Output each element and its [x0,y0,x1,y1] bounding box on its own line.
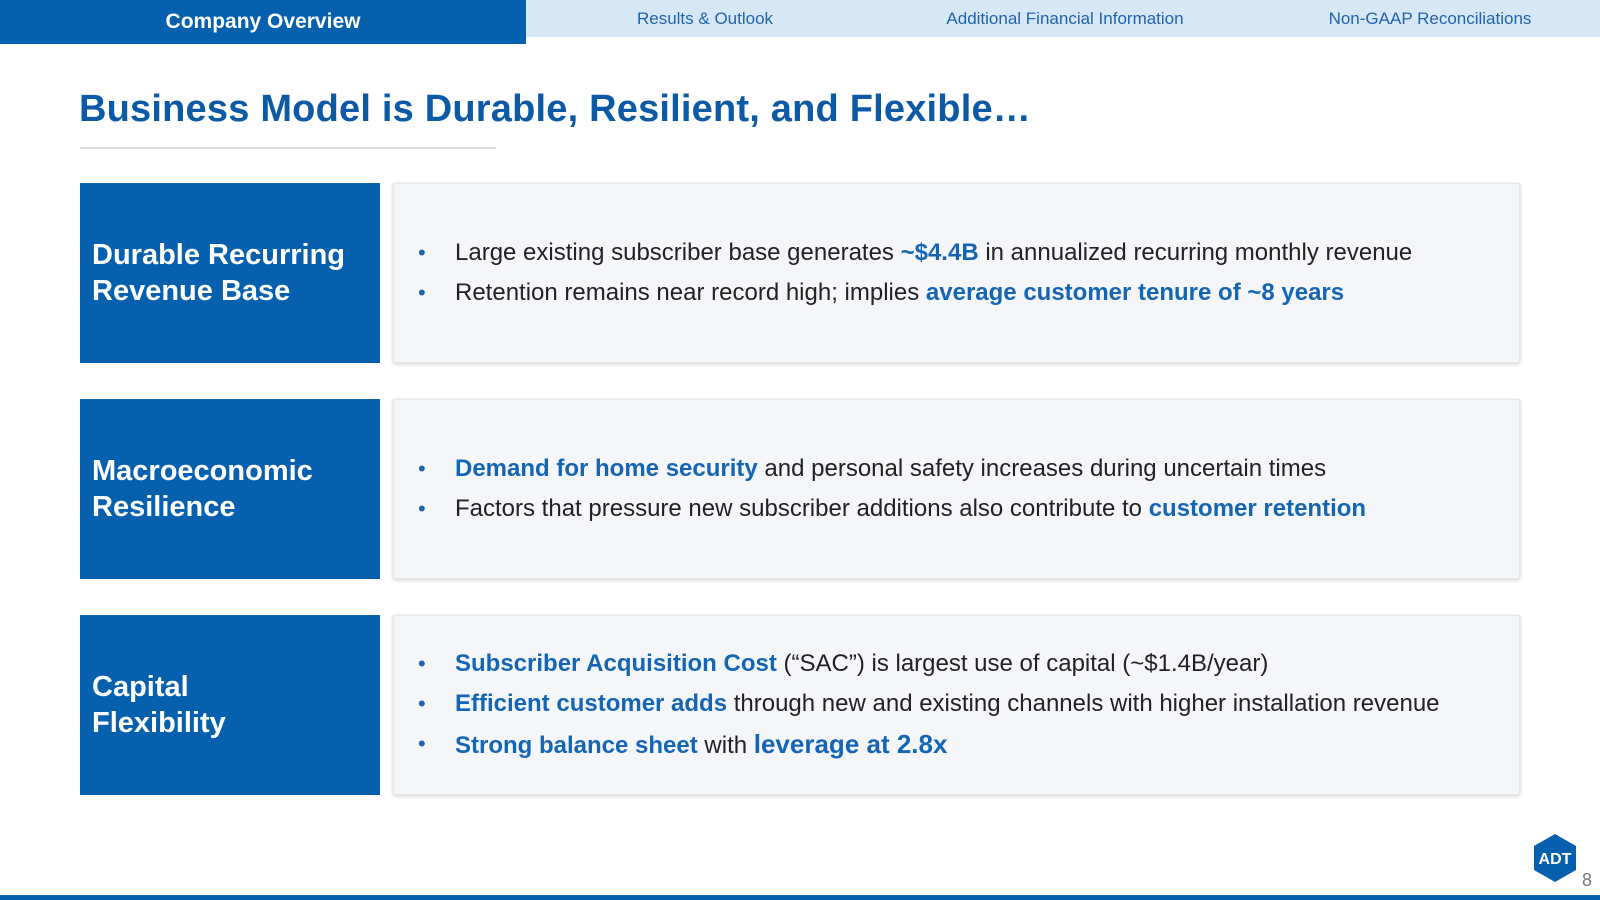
footer-bar [0,895,1600,900]
title-divider [80,147,496,149]
row-label-line: Resilience [92,491,236,523]
highlight-text: customer retention [1148,495,1367,522]
bullet-item [418,233,1519,273]
highlight-text: Demand for home security [455,455,758,482]
bullet-item [418,489,1519,529]
row-content-capital-flexibility [393,615,1520,795]
bullet-item [418,449,1519,489]
bullet-text: Efficient customer adds through new and existing channels with higher installation revenue [455,690,1440,717]
row-content-macroeconomic-resilience [393,399,1520,579]
row-label-line: Revenue Base [92,275,291,307]
bullet-icon: • [418,496,426,521]
bullet-icon: • [418,731,426,756]
row-label-durable-recurring-revenue [80,183,380,363]
bullet-icon: • [418,280,426,305]
tab-company-overview[interactable]: Company Overview [0,0,526,44]
highlight-text: Efficient customer adds [455,690,728,717]
row-label-line: Capital [92,671,189,703]
highlight-text: average customer tenure of ~8 years [925,279,1345,306]
highlight-text: Strong balance sheet [455,732,698,759]
row-label-macroeconomic-resilience [80,399,380,579]
row-label-line: Durable Recurring [92,239,345,271]
bullet-icon: • [418,691,426,716]
bullet-text: Factors that pressure new subscriber additions also contribute to customer retention [455,495,1367,522]
bullet-item [418,644,1519,684]
page-number: 8 [1582,870,1593,890]
bullet-icon: • [418,651,426,676]
tab-additional-financial-information[interactable]: Additional Financial Information [946,9,1184,28]
bullet-item [418,724,1519,766]
highlight-text: leverage at 2.8x [753,729,948,759]
adt-logo [1530,833,1580,883]
bullet-item [418,684,1519,724]
top-navigation [0,0,1600,44]
row-label-line: Flexibility [92,707,226,739]
bullet-item [418,273,1519,313]
bullet-text: Strong balance sheet with leverage at 2.8x [455,729,948,759]
row-content-durable-recurring-revenue [393,183,1520,363]
tab-non-gaap-reconciliations[interactable]: Non-GAAP Reconciliations [1328,9,1532,28]
page-title: Business Model is Durable, Resilient, and Flexible… [79,88,1031,130]
bullet-icon: • [418,240,426,265]
bullet-icon: • [418,456,426,481]
highlight-text: ~$4.4B [900,239,979,266]
highlight-text: Subscriber Acquisition Cost [455,650,777,677]
bullet-text: Subscriber Acquisition Cost (“SAC”) is largest use of capital (~$1.4B/year) [455,650,1269,677]
bullet-text: Demand for home security and personal safety increases during uncertain times [455,455,1327,482]
bullet-text: Retention remains near record high; implies average customer tenure of ~8 years [455,279,1345,306]
logo-text: ADT [1538,851,1572,868]
tab-results-outlook[interactable]: Results & Outlook [636,9,774,28]
row-label-capital-flexibility [80,615,380,795]
row-label-line: Macroeconomic [92,455,313,487]
bullet-text: Large existing subscriber base generates ~$4.4B in annualized recurring monthly revenue [455,239,1413,266]
